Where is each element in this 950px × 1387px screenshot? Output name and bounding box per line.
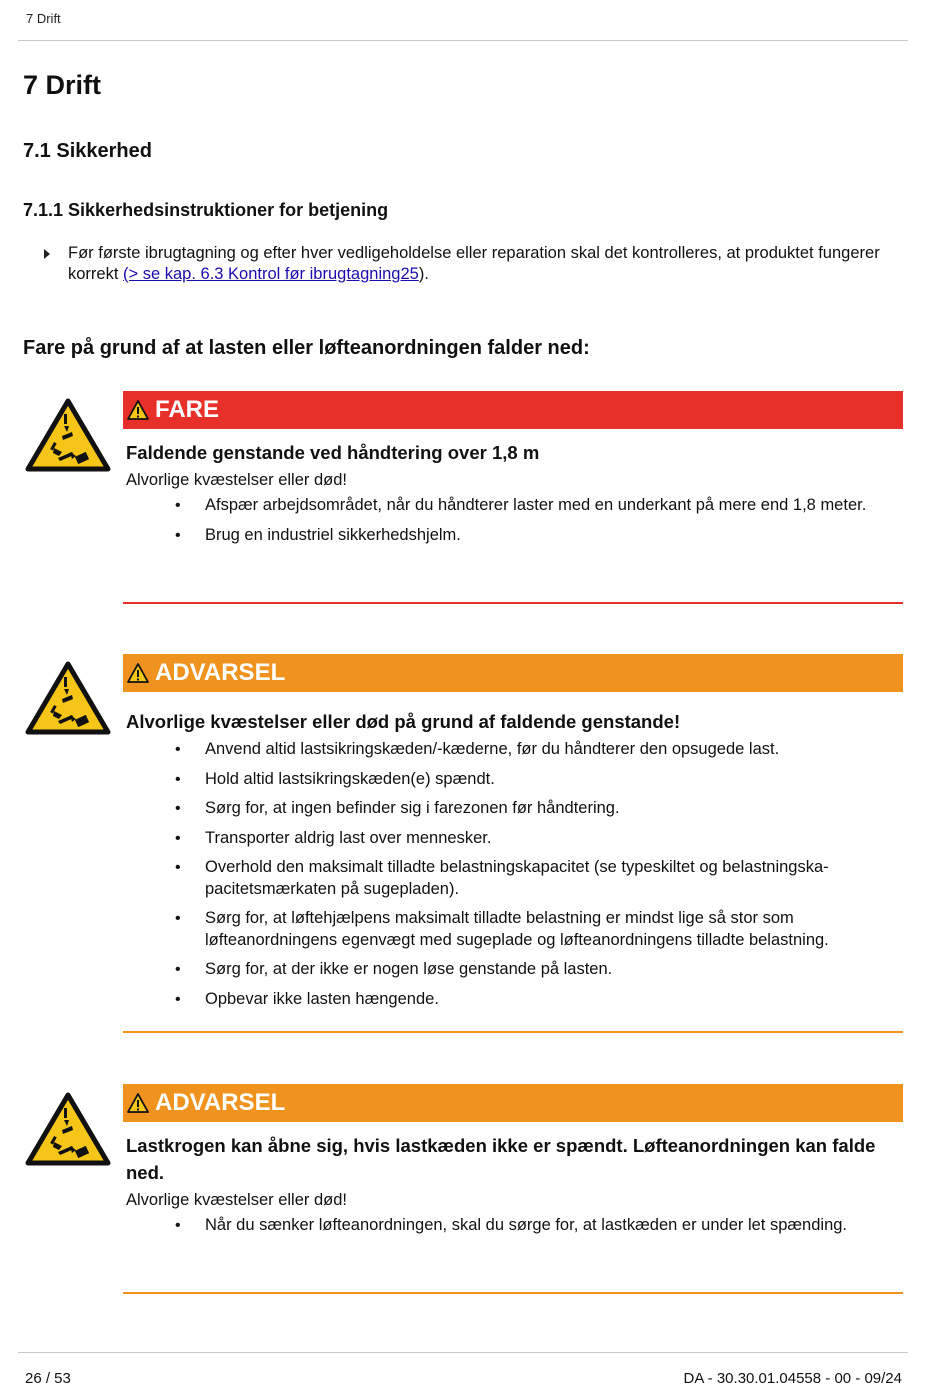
bullet: • — [175, 770, 181, 788]
page-number: 26 / 53 — [25, 1370, 71, 1387]
chapter-title: 7 Drift — [23, 70, 102, 100]
list-item — [123, 798, 903, 820]
measure-text: Transporter aldrig last over mennesker. — [205, 828, 492, 847]
step-text: Før første ibrugtagning og efter hver vedligeholdelse eller reparation skal det kontrolleres, at produktet fungerer korrekt — [68, 244, 880, 283]
measure-text: Anvend altid lastsikringskæden/-kæderne, før du håndterer den opsugede last. — [205, 740, 780, 758]
list-item — [123, 989, 903, 1011]
bullet: • — [175, 829, 181, 847]
measure-text: Sørg for, at der ikke er nogen løse genstande på lasten. — [205, 960, 613, 978]
measure-text: Overhold den maksimalt tilladte belastningskapacitet (se typeskiltet og belastningska-pacitetsmærkaten på sugepladen). — [205, 858, 829, 898]
measure-text: Hold altid lastsikringskæden(e) spændt. — [205, 769, 495, 788]
document-id: DA - 30.30.01.04558 - 00 - 09/24 — [683, 1370, 902, 1387]
step-text-end: ). — [418, 265, 429, 283]
bullet: • — [175, 526, 181, 544]
bullet: • — [175, 1217, 181, 1234]
warning-triangle-icon — [127, 400, 149, 420]
measure-text: Afspær arbejdsområdet, når du håndterer laster med en underkant på mere end 1,8 meter. — [205, 496, 867, 514]
step-arrow-icon — [44, 249, 50, 259]
falling-objects-warning-icon — [24, 659, 112, 737]
bullet: • — [175, 497, 181, 514]
list-item — [123, 769, 903, 791]
list-item — [123, 495, 903, 517]
list-item — [123, 857, 903, 900]
subsection-title: 7.1.1 Sikkerhedsinstruktioner for betjening — [23, 200, 389, 220]
hazard-section-heading: Fare på grund af at lasten eller løfteanordningen falder ned: — [23, 337, 590, 359]
bullet: • — [175, 741, 181, 758]
warning-label: ADVARSEL — [155, 1089, 286, 1116]
bullet: • — [175, 800, 181, 817]
warning-consequence: Alvorlige kvæstelser eller død! — [126, 1191, 347, 1209]
list-item — [123, 1215, 903, 1237]
bullet: • — [175, 910, 181, 927]
warning-triangle-icon — [127, 1093, 149, 1113]
warning-triangle-icon — [127, 663, 149, 683]
bullet: • — [175, 990, 181, 1008]
warning-banner — [123, 654, 903, 692]
warning-box-2 — [123, 1084, 903, 1245]
measure-text: Sørg for, at løftehjælpens maksimalt tilladte belastning er mindst lige så stor som løfteanordningens egenvægt med sugeplade og løfteanordningens tilladte belastning. — [205, 909, 829, 949]
section-title: 7.1 Sikkerhed — [23, 140, 152, 162]
warning-measures-list — [123, 1215, 903, 1237]
measure-text: Brug en industriel sikkerhedshjelm. — [205, 525, 461, 544]
danger-box — [123, 391, 903, 554]
warning-bottom-rule — [123, 1031, 903, 1033]
warning-box-1 — [123, 654, 903, 1018]
falling-objects-warning-icon — [24, 396, 112, 474]
measure-text: Opbevar ikke lasten hængende. — [205, 989, 439, 1008]
list-item — [123, 959, 903, 981]
warning-bottom-rule — [123, 1292, 903, 1294]
warning-measures-list — [123, 739, 903, 1010]
danger-bottom-rule — [123, 602, 903, 604]
danger-banner — [123, 391, 903, 429]
warning-label: ADVARSEL — [155, 659, 286, 686]
warning-title: Alvorlige kvæstelser eller død på grund af faldende genstande! — [126, 711, 681, 732]
danger-consequence: Alvorlige kvæstelser eller død! — [126, 471, 347, 489]
bullet: • — [175, 859, 181, 876]
warning-banner — [123, 1084, 903, 1122]
bullet: • — [175, 961, 181, 978]
measure-text: Sørg for, at ingen befinder sig i farezonen før håndtering. — [205, 799, 620, 817]
instruction-step — [44, 243, 904, 285]
running-header: 7 Drift — [26, 11, 61, 26]
header-divider — [18, 40, 908, 41]
footer-divider — [18, 1352, 908, 1353]
danger-measures-list — [123, 495, 903, 546]
danger-label: FARE — [155, 396, 220, 423]
danger-title: Faldende genstande ved håndtering over 1,8 m — [126, 442, 540, 463]
list-item — [123, 525, 903, 547]
warning-title: Lastkrogen kan åbne sig, hvis lastkæden ikke er spændt. Løfteanordningen kan falde ned. — [126, 1135, 876, 1183]
list-item — [123, 739, 903, 761]
chapter-crossref-link[interactable]: (> se kap. 6.3 Kontrol før ibrugtagning25 — [123, 265, 419, 283]
measure-text: Når du sænker løfteanordningen, skal du sørge for, at lastkæden er under let spænding. — [205, 1216, 848, 1234]
list-item — [123, 908, 903, 951]
falling-objects-warning-icon — [24, 1090, 112, 1168]
list-item — [123, 828, 903, 850]
